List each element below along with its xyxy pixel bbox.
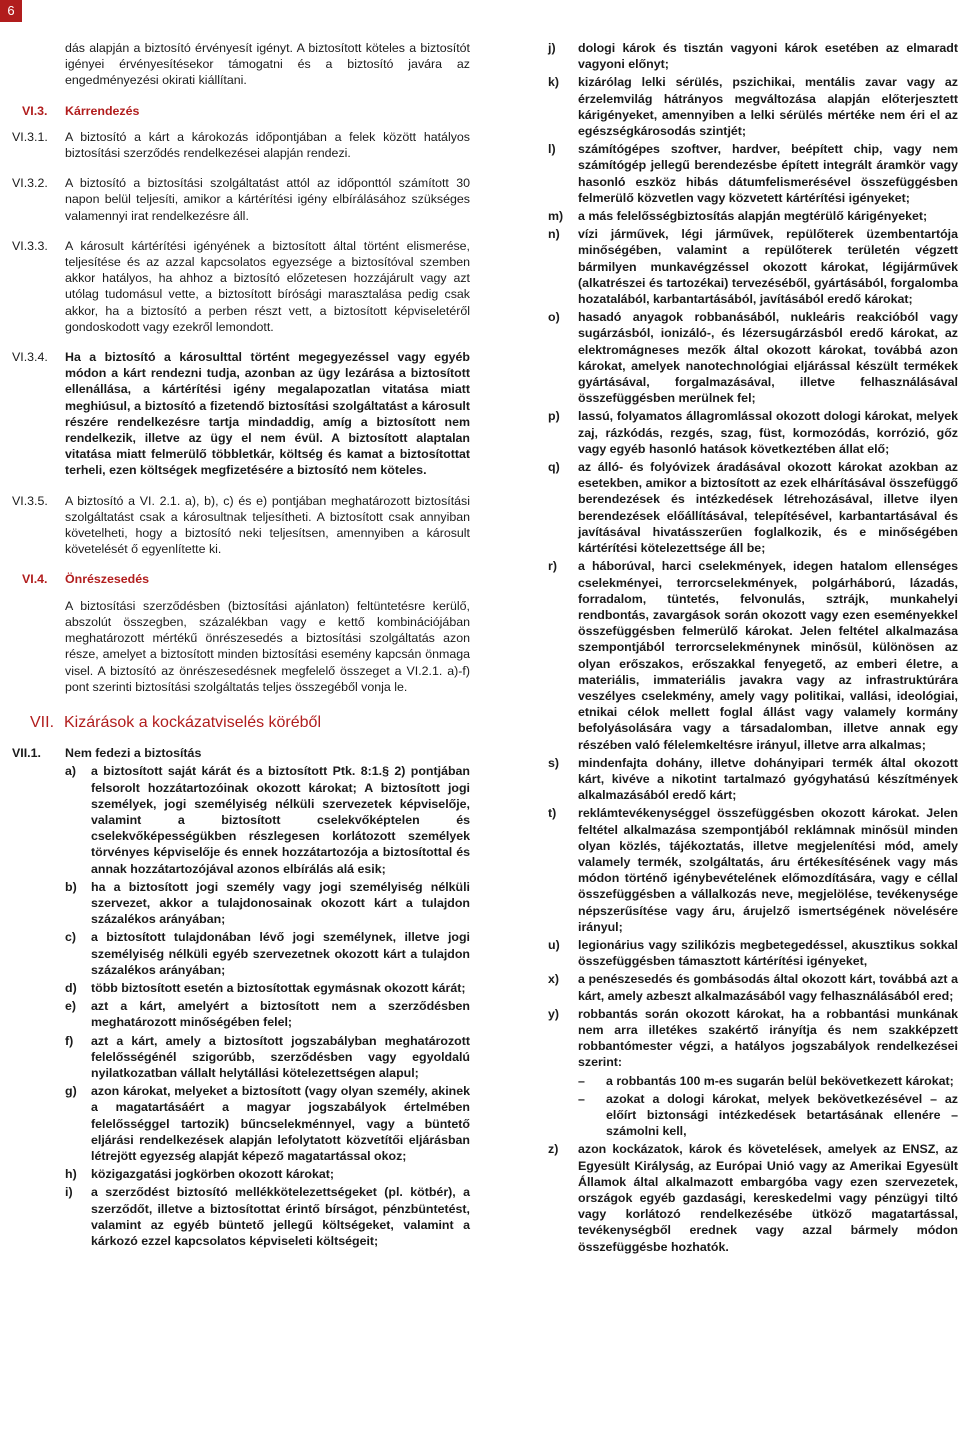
list-item: i) a szerződést biztosító mellékkötelezettségeket (pl. kötbér), a szerződőt, illetve a biztosítottat érintő bírságot, pénzbüntetést, valamint az egyéb büntető jellegű költségeket, valamint a kárkozó ezzel kapcsolatos képviseleti költségeit; xyxy=(65,1185,470,1248)
list-item: p) lassú, folyamatos állagromlással okozott dologi károkat, melyek zaj, rázkódás, rezgés, szag, füst, kormozódás, korrózió, gőz vagy egyéb hasonló hatások következtében állat elő; xyxy=(548,409,958,456)
list-item: f) azt a kárt, amely a biztosított jogszabályban meghatározott felelősségénél szigorúbb, szerződésben vagy egyoldalú nyilatkozatban vállalt helytállási kötelezettségen alapul; xyxy=(65,1033,470,1080)
paragraph-vi4: A biztosítási szerződésben (biztosítási ajánlaton) feltüntetésre kerülő, abszolút összegben, százalékban vagy e kettő kombinációjában meghatározott mértékű önrészesedés a biztosítási szolgáltatás azon része, amelyet a biztosított minden biztosítási esemény kapcsán önmaga visel. A biztosító az önrészesedésnek megfelelő összeget a VI.2.1. a)-f) pont szerinti biztosítási szolgáltatás teljes összegéből vonja le. xyxy=(65,598,470,694)
list-item: t) reklámtevékenységgel összefüggésben okozott károkat. Jelen feltétel alkalmazása szempontjából reklámnak minősül minden olyan közlés, tájékoztatás, illetve megjelenítési mód, amely valamely termék, szolgáltatás, áru értékesítésének vagy más módon történő igénybevételének előmozdítására, vagy e céllal összefüggésben a vállalkozás neve, megjelölése, tevékenysége népszerűsítése vagy áru, árujelző ismertségének növelésére irányul; xyxy=(548,806,958,934)
list-item: h) közigazgatási jogkörben okozott károkat; xyxy=(65,1167,335,1182)
intro-paragraph: dás alapján a biztosító érvényesít igényt. A biztosított köteles a biztosítót igényei érvényesítésekor támogatni és a biztosító javára az engedményezési okirati kiállítani. xyxy=(65,41,470,88)
chapter-number: VII. xyxy=(30,713,55,731)
list-item: m) a más felelősségbiztosítás alapján megtérülő kárigényeket; xyxy=(548,209,928,224)
list-item: c) a biztosított tulajdonában lévő jogi személynek, illetve jogi személyiség nélküli egyéb szervezetnek okozott kárt a tulajdon százalékos arányában; xyxy=(65,930,470,977)
page-number: 6 xyxy=(0,0,22,22)
section-vi3-heading xyxy=(0,103,470,119)
right-column xyxy=(548,40,958,1257)
list-item: g) azon károkat, melyeket a biztosított (vagy olyan személy, akinek a magatartásáért a magyar jogszabályok értelmében felelősséggel tartozik) bűncselekménnyel, vagy a büntető eljárási rendelkezések alapján lefolytatott közvetítői eljárásban létrejött egyezség alapját képező magatartással okoz; xyxy=(65,1084,470,1163)
section-title: Kárrendezés xyxy=(65,103,140,118)
list-item: u) legionárius vagy szilikózis megbetegedéssel, akusztikus sokkal összefüggésben támasztott kártérítési igényeket, xyxy=(548,937,958,969)
list-item: l) számítógépes szoftver, hardver, beépített chip, vagy nem számítógép jellegű berendezésbe épített integrált áramkör vagy hasonló eszköz hibás dátumfelismerésével összefüggésben felmerülő közvetlen vagy közvetett kártérítési igényeket; xyxy=(548,142,958,205)
section-number: VI.3. xyxy=(22,103,48,118)
list-item: y) robbantás során okozott károkat, ha a robbantási munkának nem arra illetékes szakértő irányítja és nem szakképzett robbantómester végzi, a hatályos jogszabályok rendelkezései szerint: – a robbantás 100 m-es sugarán belül bekövetkezett károkat; – azokat a dologi károkat, melyek bekövetkezésével – az előírt biztonsági intézkedések betartásának ellenére – számolni kell, xyxy=(548,1006,958,1139)
list-item: a) a biztosított saját kárát és a biztosított Ptk. 8:1.§ 2) pontjában felsorolt hozzátartozóinak okozott károkat; A biztosított jogi személyek, jogi személyiség nélküli szervezetek képviselője, valamint a biztosított cselekvőképtelen és cselekvőképességükben részlegesen korlátozott személyek törvényes képviselője és ennek hozzátartozója a biztosítottal és annak hozzátartozójával azonos elbírálás alá esik; xyxy=(65,764,470,876)
exclusion-list-left xyxy=(65,763,470,1249)
dash-item: – a robbantás 100 m-es sugarán belül bekövetkezett károkat; xyxy=(578,1073,954,1088)
list-item: r) a háborúval, harci cselekmények, idegen hatalom ellenséges cselekményei, terrorcselekmények, polgárháború, lázadás, forradalom, tüntetés, felvonulás, sztrájk, munkahelyi rendbontás, zavargások során okozott vagy ezen eseményekkel összefüggésben felmerülő károkat. Jelen feltétel alkalmazása szempontjából terrorcselekménynek minősül, különösen az olyan erőszakos, erőszakkal fenyegető, az emberi életre, a materiális, immateriális javakra vagy az infrastruktúrára veszélyes cselekmény, amely vagy politikai, vallási, ideológiai, etnikai célok mellett foglal állást vagy valamely kormány befolyásolására vagy a társadalomban, illetve annak egy részében való félelemkeltésre irányul, illetve arra alkalmas; xyxy=(548,559,958,752)
paragraph-vii1: VII.1. Nem fedezi a biztosítás xyxy=(12,746,202,761)
list-item: k) kizárólag lelki sérülés, pszichikai, mentális zavar vagy az érzelemvilág hátrányos megváltozása alapján előterjesztett kárigényeket, amennyiben a lelki sérülés mértéke nem éri el az egészségkárosodás szintjét; xyxy=(548,75,958,139)
list-item: s) mindenfajta dohány, illetve dohányipari termék által okozott kárt, kivéve a nikotint tartalmazó gyógyhatású készítmények alkalmazásából eredő kárt; xyxy=(548,755,958,803)
section-title: Önrészesedés xyxy=(65,572,150,587)
paragraph-vi32: VI.3.2. A biztosító a biztosítási szolgáltatást attól az időponttól számított 30 napon belül teljesíti, amikor a kártérítési igény elbírálásához szükséges valamennyi irat rendelkezésre áll. xyxy=(12,176,470,223)
paragraph-vi31: VI.3.1. A biztosító a kárt a károkozás időpontjában a felek között hatályos biztosítási szerződés rendelkezései alapján rendezi. xyxy=(12,129,470,161)
list-item: j) dologi károk és tisztán vagyoni károk esetében az elmaradt vagyoni előnyt; xyxy=(548,41,958,72)
chapter-vii-heading xyxy=(30,715,470,731)
list-item: x) a penészesedés és gombásodás által okozott kárt, továbbá azt a kárt, amely azbeszt alkalmazásából vagy felhasználásából ered; xyxy=(548,972,958,1003)
list-item: d) több biztosított esetén a biztosítottak egymásnak okozott kárát; xyxy=(65,980,466,995)
list-item: q) az álló- és folyóvizek áradásával okozott károkat azokban az esetekben, amikor a biztosított az ezek elhárításával összefüggő berendezések és intézkedések létrehozásával, illetve ilyen berendezések előállításával, telepítésével, karbantartásával és javításával hivatásszerűen foglalkozik, és e minőségében kártérítési kötelezettsége áll be; xyxy=(548,460,958,556)
section-vi4-heading xyxy=(0,571,470,587)
list-item: z) azon kockázatok, károk és követelések, amelyek az ENSZ, az Egyesült Királyság, az Európai Unió vagy az Amerikai Egyesült Államok által alkalmazott embargóba vagy ezen szervezetek, országok egyéb gazdasági, kereskedelmi vagy pénzügyi tiltó vagy korlátozó rendelkezésébe ütköző magatartással, tevékenységből erednek vagy azzal bármely módon összefüggésbe hozhatók. xyxy=(548,1142,958,1254)
paragraph-vi35: VI.3.5. A biztosító a VI. 2.1. a), b), c) és e) pontjában meghatározott biztosítási szolgáltatást csak a károsultnak teljesítheti. A biztosított csak annyiban követelheti, hogy a biztosító neki teljesítsen, amennyiben a károsult követelését ő egyenlítette ki. xyxy=(12,493,470,557)
list-item: o) hasadó anyagok robbanásából, nukleáris reakcióból vagy sugárzásból, ionizáló-, és lézersugárzásból eredő károkat, az elektromágneses mezők által okozott károkat, továbbá azon károkat, amelyek nanotechnológiai eljárással készült termékek gyártásával, forgalmazásával, illetve felhasználásával összefüggésben merülnek fel; xyxy=(548,310,958,406)
list-item: n) vízi járművek, légi járművek, repülőterek üzembentartója minőségében, valamint a repülőterek területén végzett bármilyen munkavégzéssel okozott károkat, légijárművek (alkatrészei és tartozékai) tervezéséből, gyártásából, forgalomba hozatalából, karbantartásából, javításából eredő károkat; xyxy=(548,227,958,307)
dash-item: – azokat a dologi károkat, melyek bekövetkezésével – az előírt biztonsági intézkedések betartásának ellenére – számolni kell, xyxy=(578,1091,958,1139)
section-number: VI.4. xyxy=(22,572,48,587)
left-column xyxy=(0,40,470,1251)
paragraph-vi33: VI.3.3. A károsult kártérítési igényének a biztosított által történt elismerése, teljesítése és az azzal kapcsolatos egyezsége a biztosítóval szemben akkor hatályos, ha ahhoz a biztosító előzetesen hozzájárult vagy azt utólag tudomásul vette, a biztosított bírósági marasztalása pedig csak akkor, ha a biztosító a perben részt vett, a biztosított képviseletéről gondoskodott vagy ezekről lemondott. xyxy=(12,238,470,334)
list-item: b) ha a biztosított jogi személy vagy jogi személyiség nélküli szervezet, akkor a tulajdonosainak okozott kárt a tulajdon százalékos arányában; xyxy=(65,879,470,927)
chapter-title: Kizárások a kockázatviselés köréből xyxy=(64,713,322,731)
paragraph-vi34: VI.3.4. Ha a biztosító a károsulttal történt megegyezéssel vagy egyéb módon a kárt rendezni tudja, azonban az ügy lezárása a biztosított ellenállása, a kártérítési igény megalapozatlan vitatása miatt meghiúsul, a biztosító a fizetendő biztosítási szolgáltatást a károsult részére rendelkezésre tartja mindaddig, amíg a biztosított nem rendelkezik, illetve az ügy el nem évül. A biztosított alaptalan vitatása miatt felmerülő többletkár, költség és kamat a biztosítottat terheli, ezen költségek megfizetésére a biztosító nem köteles. xyxy=(12,350,470,478)
list-item: e) azt a kárt, amelyért a biztosított nem a szerződésben meghatározott minőségében felel; xyxy=(65,999,470,1030)
